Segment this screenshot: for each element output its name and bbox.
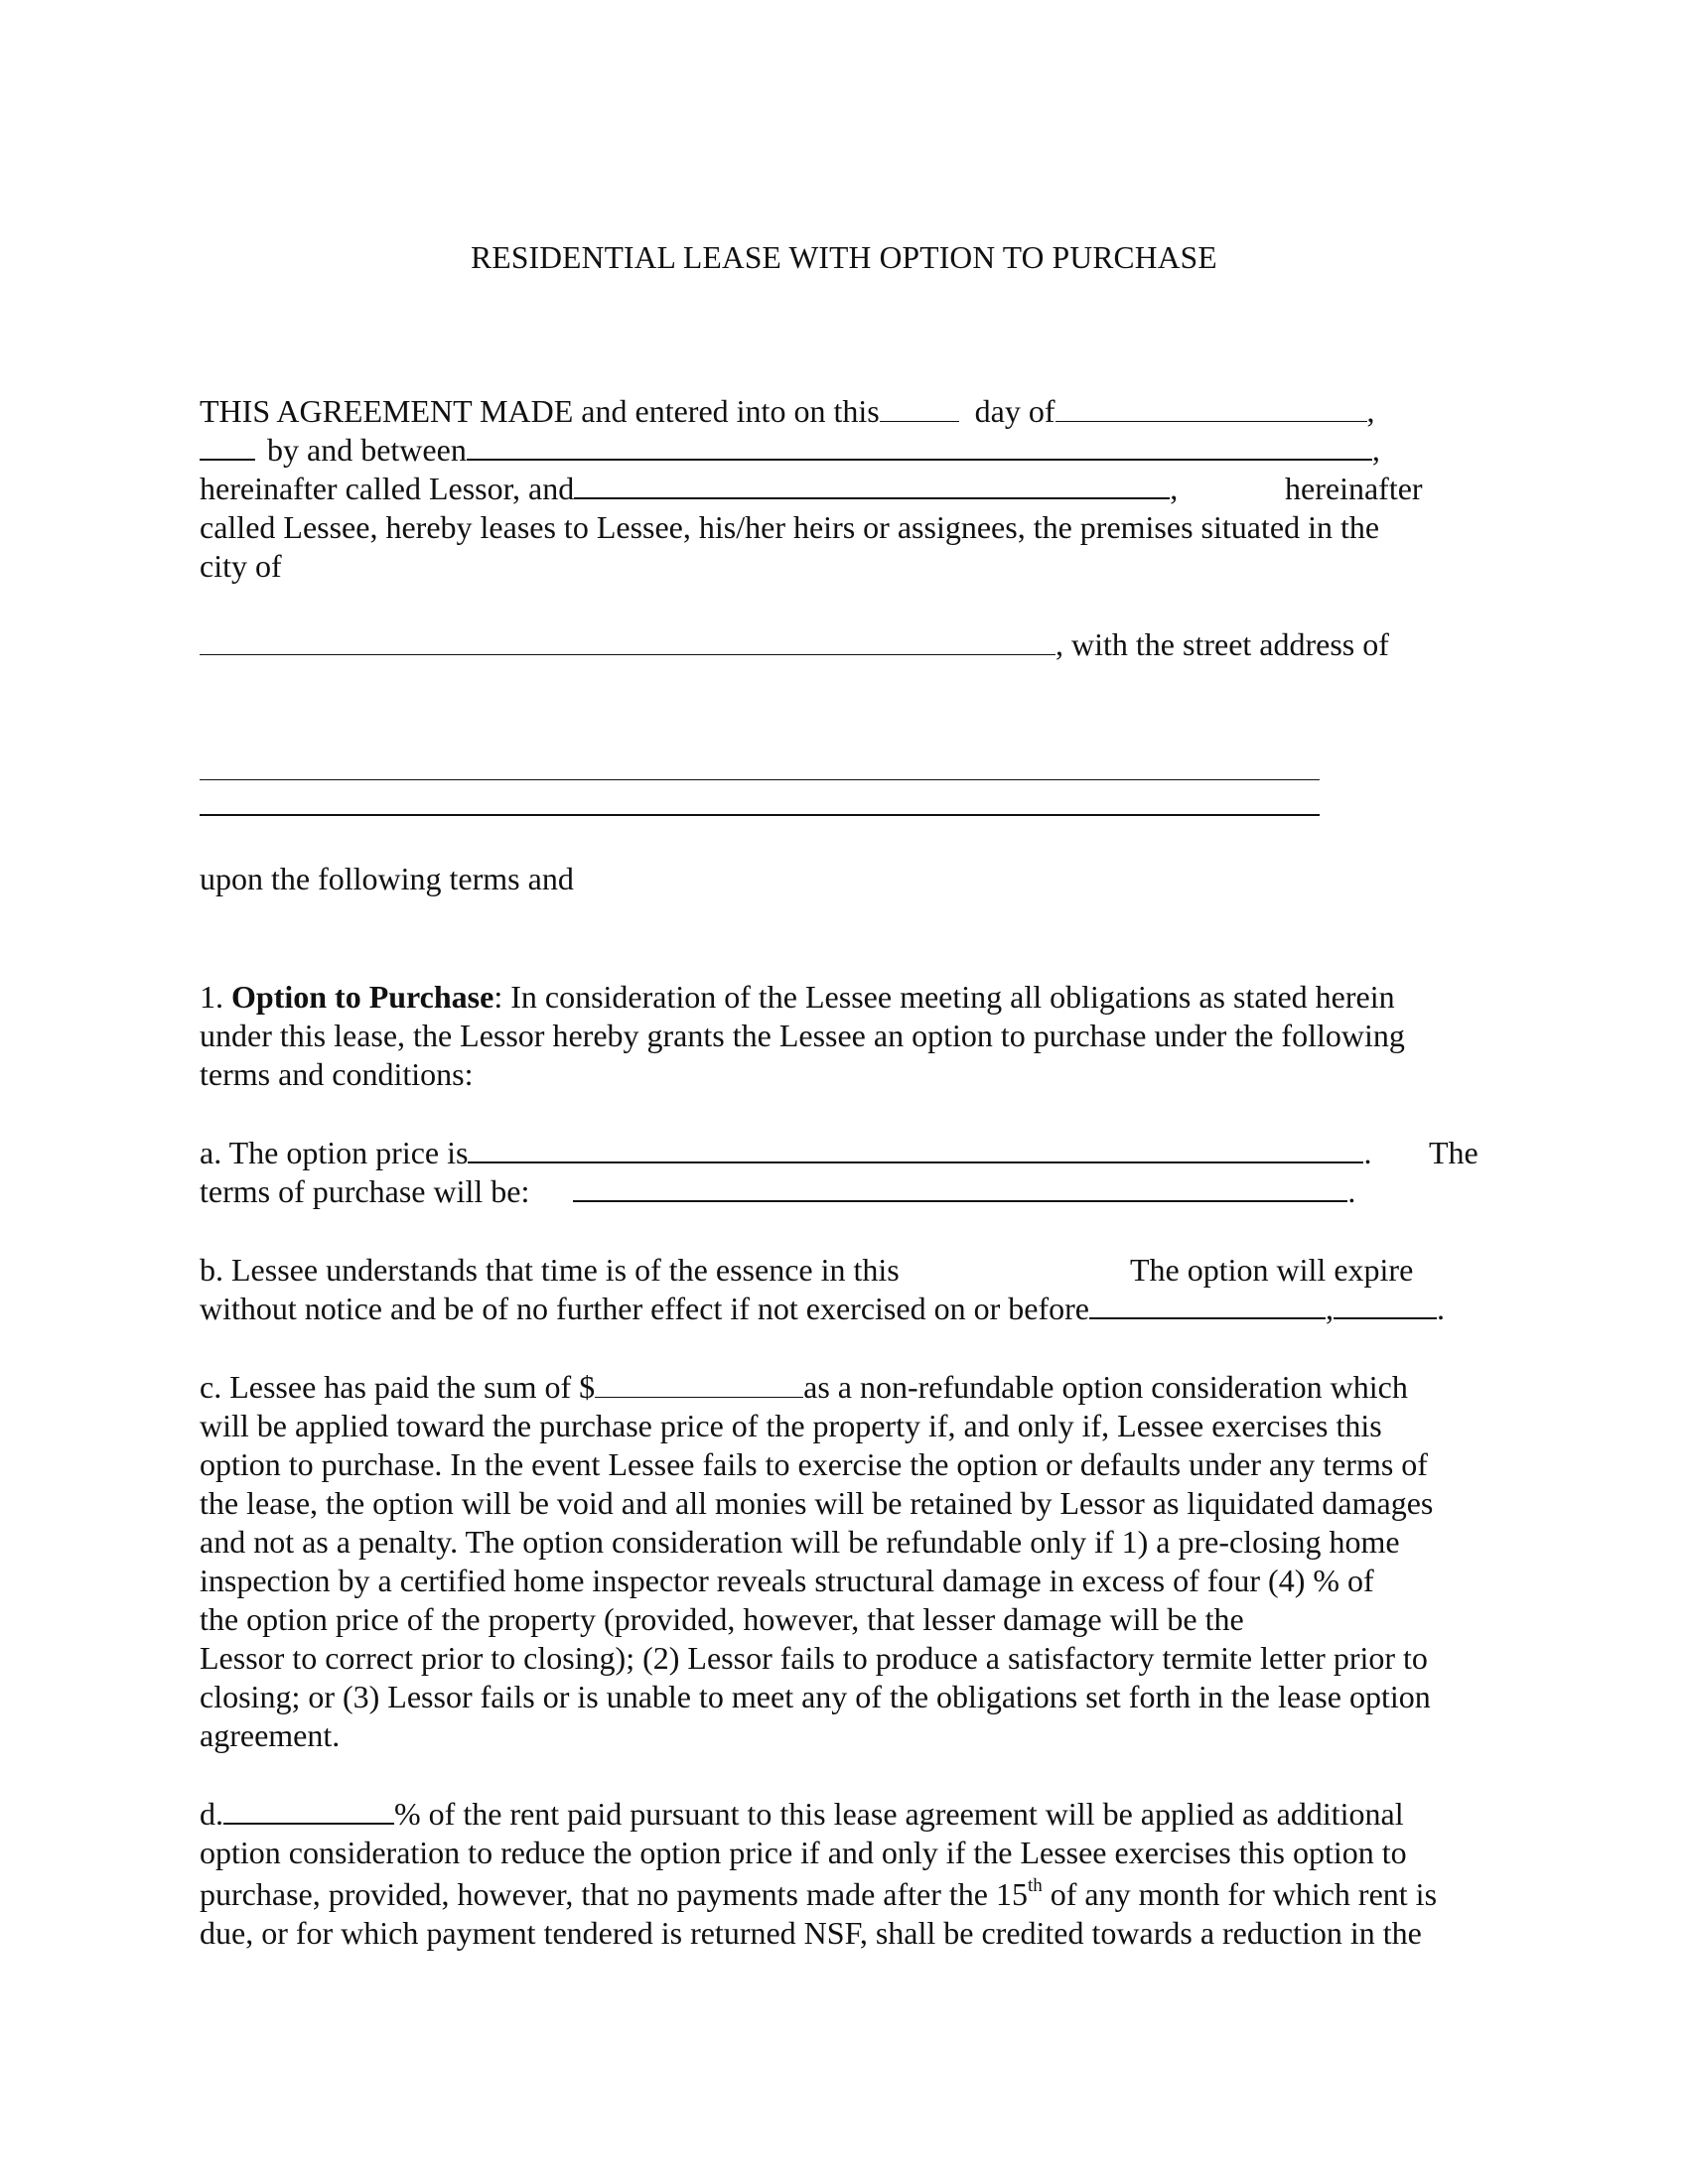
clause-b-line-2 [200, 1293, 1445, 1324]
option-price-blank[interactable] [468, 1160, 1363, 1163]
clause-text: % of the rent paid pursuant to this lease agreement will be applied as additional [394, 1796, 1404, 1832]
section-1-line-1 [200, 981, 1395, 1013]
intro-text: , [1170, 471, 1179, 506]
intro-text: by and between [267, 432, 467, 468]
section-heading: Option to Purchase [231, 979, 494, 1015]
clause-c-line-5: and not as a penalty. The option consideration will be refundable only if 1) a pre-closing home [200, 1524, 1400, 1560]
city-blank[interactable] [200, 653, 1055, 655]
clause-text: without notice and be of no further effect if not exercised on or before [200, 1291, 1089, 1326]
clause-text: d. [200, 1796, 223, 1832]
clause-a-line-1 [200, 1137, 1371, 1168]
intro-text: , [1366, 393, 1375, 429]
clause-text: purchase, provided, however, that no payments made after the 15 [200, 1876, 1028, 1912]
clause-c-line-10: agreement. [200, 1717, 341, 1753]
intro-line-3 [200, 473, 1178, 504]
intro-line-1 [200, 395, 1375, 427]
month-blank[interactable] [1055, 420, 1367, 422]
section-text: : In consideration of the Lessee meeting all obligations as stated herein [493, 979, 1395, 1015]
option-fee-blank[interactable] [595, 1396, 803, 1398]
section-1-line-2: under this lease, the Lessor hereby grants the Lessee an option to purchase under the following [200, 1018, 1405, 1053]
clause-a-line-2 [200, 1175, 1355, 1207]
intro-line-7: upon the following terms and [200, 861, 574, 896]
expiry-date-blank[interactable] [1089, 1316, 1326, 1319]
clause-c-line-1 [200, 1371, 1408, 1403]
superscript-th: th [1027, 1875, 1043, 1896]
clause-text: terms of purchase will be: [200, 1173, 530, 1209]
clause-c-line-2: will be applied toward the purchase price of the property if, and only if, Lessee exercises this [200, 1408, 1382, 1443]
clause-c-line-7: the option price of the property (provided, however, that lesser damage will be the [200, 1601, 1244, 1637]
clause-d-line-1 [200, 1798, 1404, 1830]
intro-text: THIS AGREEMENT MADE and entered into on this [200, 393, 880, 429]
clause-d-line-4: due, or for which payment tendered is returned NSF, shall be credited towards a reduction in the [200, 1915, 1422, 1951]
intro-line-2 [200, 434, 1380, 466]
intro-text: , [1371, 432, 1380, 468]
clause-text: . [1363, 1135, 1372, 1170]
clause-text: . [1436, 1291, 1445, 1326]
intro-text: , with the street address of [1055, 626, 1389, 662]
intro-line-4: called Lessee, hereby leases to Lessee, his/her heirs or assignees, the premises situated in the [200, 509, 1380, 545]
clause-c-line-4: the lease, the option will be void and all monies will be retained by Lessor as liquidated damages [200, 1485, 1434, 1521]
section-number: 1. [200, 979, 223, 1015]
clause-b-line-1a: b. Lessee understands that time is of the essence in this [200, 1252, 900, 1288]
clause-text: , [1325, 1291, 1334, 1326]
clause-c-line-9: closing; or (3) Lessor fails or is unable to meet any of the obligations set forth in the lease option [200, 1679, 1431, 1714]
terms-of-purchase-blank[interactable] [573, 1199, 1347, 1202]
clause-text: c. Lessee has paid the sum of $ [200, 1369, 596, 1405]
clause-text: The [1429, 1135, 1478, 1170]
clause-text: a. The option price is [200, 1135, 469, 1170]
lessee-name-blank[interactable] [574, 496, 1170, 499]
clause-c-line-8: Lessor to correct prior to closing); (2) Lessor fails to produce a satisfactory termite letter prior to [200, 1640, 1428, 1676]
clause-b-line-1b: The option will expire [1130, 1252, 1414, 1288]
expiry-year-blank[interactable] [1334, 1316, 1437, 1319]
clause-d-line-2: option consideration to reduce the option price if and only if the Lessee exercises this option to [200, 1835, 1407, 1870]
clause-d-line-3 [200, 1875, 1438, 1912]
lessor-name-blank[interactable] [467, 458, 1372, 461]
section-1-line-3: terms and conditions: [200, 1056, 474, 1092]
year-blank[interactable] [200, 458, 255, 461]
intro-text: hereinafter called Lessor, and [200, 471, 575, 506]
clause-text: of any month for which rent is [1042, 1876, 1438, 1912]
intro-line-5: city of [200, 548, 282, 584]
street-address-blank-2[interactable] [200, 814, 1320, 816]
day-blank[interactable] [880, 420, 959, 422]
rent-percent-blank[interactable] [223, 1822, 394, 1825]
intro-text: day of [974, 393, 1055, 429]
clause-c-line-3: option to purchase. In the event Lessee fails to exercise the option or defaults under any terms of [200, 1446, 1428, 1482]
clause-text: as a non-refundable option consideration which [803, 1369, 1408, 1405]
clause-c-line-6: inspection by a certified home inspector reveals structural damage in excess of four (4) % of [200, 1563, 1374, 1598]
intro-line-6 [200, 628, 1389, 660]
document-title: RESIDENTIAL LEASE WITH OPTION TO PURCHASE [471, 240, 1217, 275]
clause-text: . [1347, 1173, 1356, 1209]
intro-text: hereinafter [1285, 471, 1423, 506]
street-address-blank-1[interactable] [200, 779, 1320, 780]
